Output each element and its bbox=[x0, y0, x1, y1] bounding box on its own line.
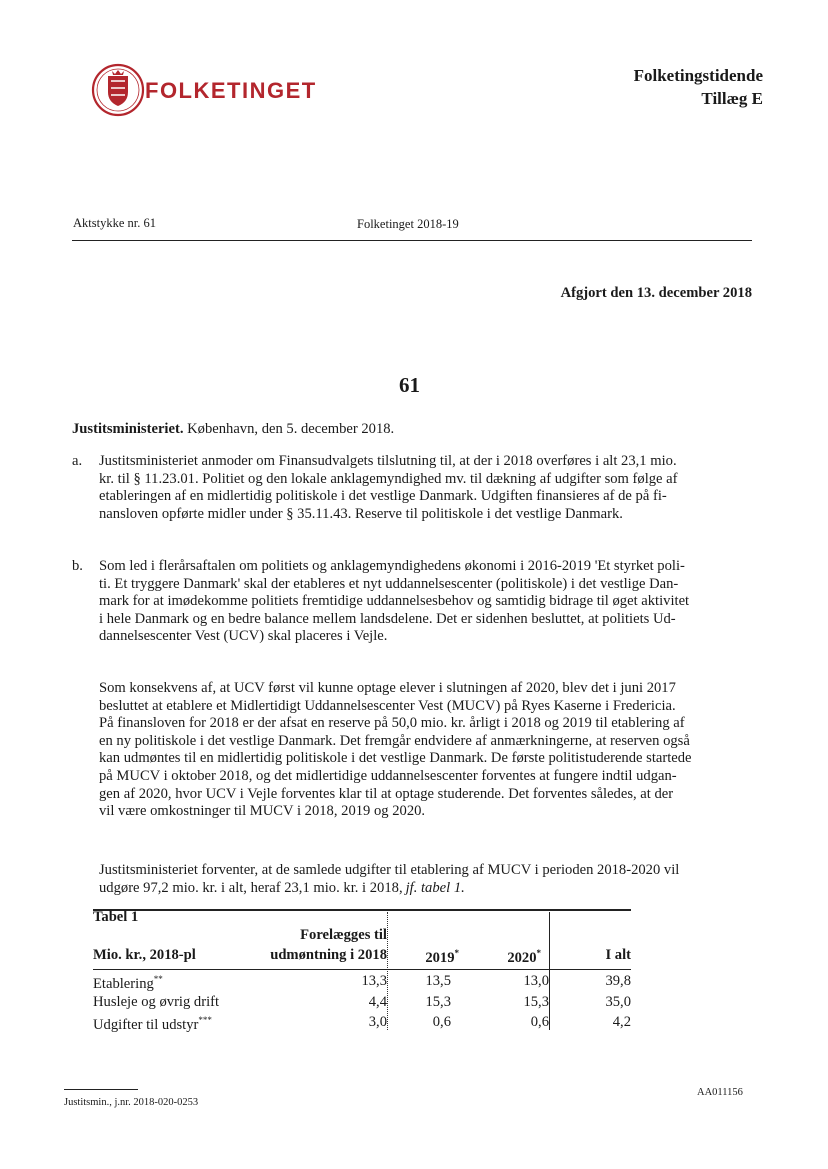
text-line: kr. til § 11.23.01. Politiet og den lokale anklagemyndighed mv. til dækning af udgifter som følge af bbox=[99, 470, 678, 487]
text-line: besluttet at etablere et Midlertidigt Uddannelsescenter Vest (MUCV) på Ryes Kaserne i Fredericia. bbox=[99, 697, 676, 714]
cell: 15,3 bbox=[425, 993, 451, 1010]
text-line: På finansloven for 2018 er der afsat en reserve på 50,0 mio. kr. årligt i 2018 og 2019 til etablering af bbox=[99, 715, 685, 732]
supplement-title: Tillæg E bbox=[701, 89, 763, 108]
row-label-text: Udgifter til udstyr bbox=[93, 1016, 199, 1033]
data-table bbox=[93, 907, 631, 1034]
col-header-2020 bbox=[467, 944, 549, 969]
col-header-line-2: udmøntning i 2018 bbox=[270, 947, 387, 964]
table-caption: Tabel 1 bbox=[93, 909, 139, 925]
cell: 13,3 bbox=[361, 973, 387, 990]
text-line: Som konsekvens af, at UCV først vil kunne optage elever i slutningen af 2020, blev det i juni 2017 bbox=[99, 680, 676, 696]
publication-title: Folketingstidende bbox=[633, 66, 763, 85]
text-line: ti. Et tryggere Danmark' skal der etableres et nyt uddannelsescenter (politiskole) i det vestlige Dan- bbox=[99, 575, 679, 592]
footnote-marker: ** bbox=[153, 973, 163, 984]
text-segment: udgøre 97,2 mio. kr. i alt, heraf 23,1 mio. kr. i 2018, bbox=[99, 879, 403, 896]
text-line: etableringen af en midlertidig politiskole i det vestlige Danmark. Udgiften finansieres af de på fi- bbox=[99, 488, 667, 505]
journal-number: Justitsmin., j.nr. 2018-020-0253 bbox=[64, 1097, 199, 1108]
table-reference: jf. tabel 1. bbox=[405, 879, 465, 896]
section-b-paragraph-1 bbox=[99, 558, 751, 646]
logo-text: FOLKETINGET bbox=[145, 78, 317, 103]
text-line: på MUCV i oktober 2018, og det midlertidige uddannelsescenter forventes at fungere indtil udgan- bbox=[99, 767, 677, 784]
cell: 3,0 bbox=[368, 1014, 387, 1031]
table-row bbox=[93, 993, 631, 1011]
header-rule bbox=[72, 240, 752, 241]
document-number: 61 bbox=[399, 373, 420, 397]
col-header-text: 2019 bbox=[425, 949, 455, 966]
cell: 15,3 bbox=[523, 993, 549, 1010]
footnote-marker: *** bbox=[198, 1014, 212, 1025]
cell: 0,6 bbox=[432, 1014, 451, 1031]
row-label bbox=[93, 993, 253, 1011]
text-line: Justitsministeriet forventer, at de samlede udgifter til etablering af MUCV i perioden 2018-2020 vil bbox=[99, 862, 680, 878]
text-line: Som led i flerårsaftalen om politiets og anklagemyndighedens økonomi i 2016-2019 'Et styrket poli- bbox=[99, 558, 685, 574]
col-header-2019 bbox=[387, 944, 467, 969]
row-label-text: Husleje og øvrig drift bbox=[93, 993, 220, 1010]
text-line: dannelsescenter Vest (UCV) skal placeres i Vejle. bbox=[99, 628, 388, 645]
publication-header bbox=[634, 64, 763, 110]
table-row bbox=[93, 1011, 631, 1034]
cell: 39,8 bbox=[605, 973, 631, 990]
unit-label: Mio. kr., 2018-pl bbox=[93, 947, 196, 964]
text-line: Justitsministeriet anmoder om Finansudvalgets tilslutning til, at der i 2018 overføres i alt 23,1 mio. bbox=[99, 453, 677, 469]
section-a-label: a. bbox=[72, 453, 83, 469]
col-header-line-1: Forelægges til bbox=[300, 927, 387, 943]
footer-rule bbox=[64, 1089, 138, 1090]
table-row bbox=[93, 969, 631, 992]
cell: 4,2 bbox=[612, 1014, 631, 1031]
text-line: vil være omkostninger til MUCV i 2018, 2019 og 2020. bbox=[99, 803, 426, 820]
document-code: AA011156 bbox=[697, 1087, 743, 1098]
cell: 13,0 bbox=[523, 973, 549, 990]
ministry: Justitsministeriet. bbox=[72, 421, 184, 437]
cell: 4,4 bbox=[368, 993, 387, 1010]
row-label bbox=[93, 969, 253, 992]
text-line: en ny politiskole i det vestlige Danmark. Det fremgår endvidere af anmærkningerne, at reserven også bbox=[99, 732, 690, 749]
text-line: i hele Danmark og en bedre balance mellem landsdelene. Det er sidenhen besluttet, at politiets Ud- bbox=[99, 610, 676, 627]
text-line: mark for at imødekomme politiets fremtidige uddannelsesbehov og samtidig bidrage til øget aktivitet bbox=[99, 593, 690, 610]
cell: 13,5 bbox=[425, 973, 451, 990]
cell: 0,6 bbox=[530, 1014, 549, 1031]
section-b-paragraph-2 bbox=[99, 680, 751, 821]
section-b-label: b. bbox=[72, 558, 83, 574]
aktstykke-number: Aktstykke nr. 61 bbox=[73, 216, 156, 230]
cell: 35,0 bbox=[605, 993, 631, 1010]
footnote-marker: * bbox=[454, 948, 459, 958]
session: Folketinget 2018-19 bbox=[357, 217, 459, 231]
text-line: kan udmøntes til en midlertidig politiskole i det vestlige Danmark. De første politistuderende startede bbox=[99, 750, 692, 767]
folketinget-logo bbox=[90, 62, 330, 118]
section-a-text bbox=[99, 453, 751, 523]
text-line: nansloven opførte midler under § 35.11.43. Reserve til politiskole i det vestlige Danmark. bbox=[99, 505, 623, 522]
decided-date: Afgjort den 13. december 2018 bbox=[560, 285, 752, 301]
col-header-total: I alt bbox=[605, 947, 631, 964]
place-date: København, den 5. december 2018. bbox=[187, 421, 395, 437]
text-line: gen af 2020, hvor UCV i Vejle forventes klar til at optage studerende. Det forventes således, at der bbox=[99, 785, 674, 802]
section-b-paragraph-3 bbox=[99, 862, 751, 897]
row-label-text: Etablering bbox=[93, 975, 154, 992]
sender-line bbox=[72, 421, 394, 438]
footnote-marker: * bbox=[536, 948, 541, 958]
text-line bbox=[99, 880, 751, 898]
coat-of-arms-icon bbox=[90, 62, 146, 118]
col-header-text: 2020 bbox=[507, 949, 537, 966]
row-label bbox=[93, 1011, 253, 1034]
